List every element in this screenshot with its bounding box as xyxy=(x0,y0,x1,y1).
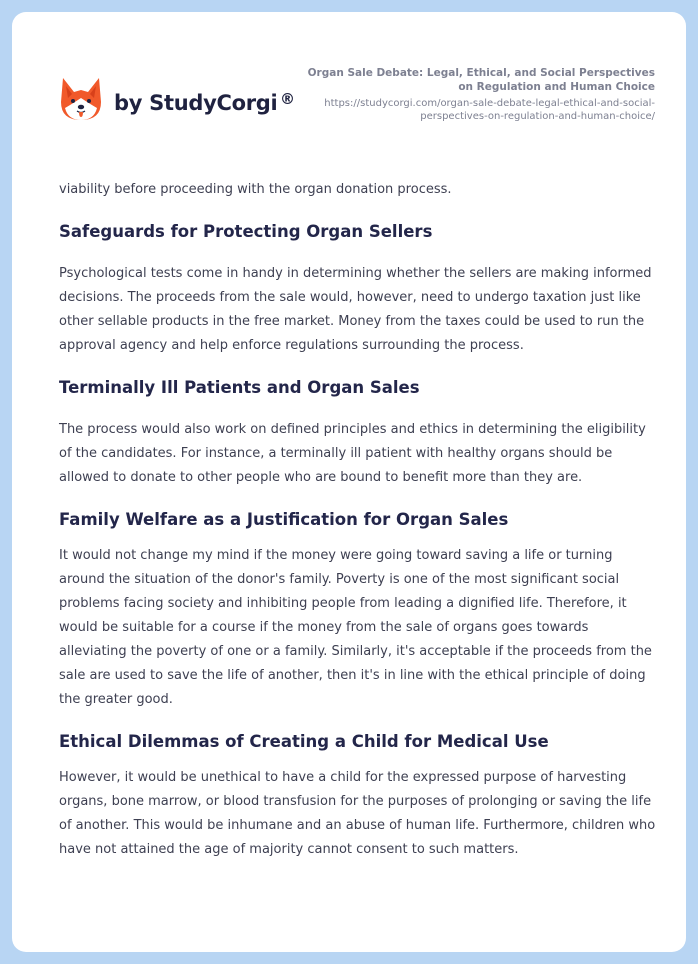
corgi-logo-icon xyxy=(60,76,102,122)
section-paragraph: It would not change my mind if the money were going toward saving a life or turning around the situation of the donor's family. Poverty is one of the most significant social problems facing society and inhibiting people from leading a dignified life. Therefore, it would be suitable for a course if the money from the sale of organs goes towards alleviating the poverty of one or a family. Similarly, it's acceptable if the proceeds from the sale are used to save the life of another, then it's in line with the ethical principle of doing the greater good. xyxy=(59,548,652,707)
studycorgi-logo[interactable] xyxy=(60,76,277,122)
section-heading: Terminally Ill Patients and Organ Sales xyxy=(59,378,420,397)
document-page xyxy=(12,12,686,952)
page-header xyxy=(12,12,686,162)
intro-fragment: viability before proceeding with the organ donation process. xyxy=(59,182,452,197)
article-content xyxy=(59,178,659,862)
brand-name: by StudyCorgi xyxy=(114,91,278,115)
section-heading: Ethical Dilemmas of Creating a Child for Medical Use xyxy=(59,732,549,751)
document-title: Organ Sale Debate: Legal, Ethical, and Social Perspectives on Regulation and Human Choice xyxy=(307,67,655,93)
document-url[interactable]: https://studycorgi.com/organ-sale-debate-legal-ethical-and-social-perspectives-on-regulation-and-human-choice/ xyxy=(324,98,655,122)
section-paragraph: The process would also work on defined principles and ethics in determining the eligibility of the candidates. For instance, a terminally ill patient with healthy organs should be allowed to donate to other people who are bound to benefit more than they are. xyxy=(59,422,646,485)
section-heading: Family Welfare as a Justification for Organ Sales xyxy=(59,510,509,529)
section-paragraph: Psychological tests come in handy in determining whether the sellers are making informed decisions. The proceeds from the sale would, however, need to undergo taxation just like other sellable products in the free market. Money from the taxes could be used to run the approval agency and help enforce regulations surrounding the process. xyxy=(59,266,652,353)
document-meta xyxy=(295,66,655,123)
section-heading: Safeguards for Protecting Organ Sellers xyxy=(59,222,433,241)
registered-mark: ® xyxy=(280,90,295,108)
section-paragraph: However, it would be unethical to have a child for the expressed purpose of harvesting organs, bone marrow, or blood transfusion for the purposes of prolonging or saving the life of another. This would be inhumane and an abuse of human life. Furthermore, children who have not attained the age of majority cannot consent to such matters. xyxy=(59,770,656,857)
